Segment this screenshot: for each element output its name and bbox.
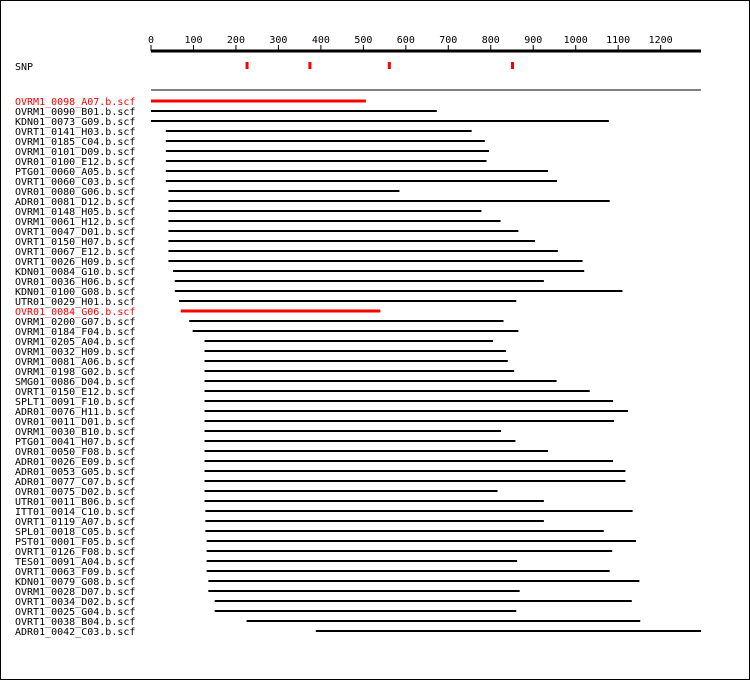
- read-label[interactable]: OVR01_0011_D01.b.scf: [15, 417, 136, 428]
- read-label[interactable]: ADR01_0077_C07.b.scf: [15, 477, 136, 488]
- axis-tick-label: 1200: [648, 35, 673, 46]
- snp-marker: [388, 62, 391, 69]
- read-label[interactable]: OVRM1_0098_A07.b.scf: [15, 97, 136, 108]
- read-label[interactable]: OVRM1_0205_A04.b.scf: [15, 337, 136, 348]
- read-label[interactable]: ADR01_0076_H11.b.scf: [15, 407, 136, 418]
- read-label[interactable]: OVRT1_0067_E12.b.scf: [15, 247, 136, 258]
- read-label[interactable]: OVR01_0084_G06.b.scf: [15, 307, 136, 318]
- read-label[interactable]: KDN01_0084_G10.b.scf: [15, 267, 136, 278]
- read-label[interactable]: OVRT1_0026_H09.b.scf: [15, 257, 136, 268]
- read-label[interactable]: SPL01_0018_C05.b.scf: [15, 527, 136, 538]
- snp-marker: [246, 62, 249, 69]
- axis-tick-label: 900: [524, 35, 543, 46]
- axis-tick-label: 1100: [606, 35, 631, 46]
- read-label[interactable]: OVRT1_0150_E12.b.scf: [15, 387, 136, 398]
- axis-tick-label: 500: [354, 35, 373, 46]
- read-label[interactable]: OVRM1_0184_F04.b.scf: [15, 327, 136, 338]
- read-label[interactable]: OVRT1_0034_D02.b.scf: [15, 597, 136, 608]
- read-label[interactable]: OVRM1_0032_H09.b.scf: [15, 347, 136, 358]
- read-alignment-diagram: [1, 1, 749, 679]
- read-label[interactable]: OVR01_0100_E12.b.scf: [15, 157, 136, 168]
- read-label[interactable]: SPLT1_0091_F10.b.scf: [15, 397, 136, 408]
- read-label[interactable]: OVRT1_0126_F08.b.scf: [15, 547, 136, 558]
- read-label[interactable]: ADR01_0053_G05.b.scf: [15, 467, 136, 478]
- read-label[interactable]: SMG01_0086_D04.b.scf: [15, 377, 136, 388]
- read-label[interactable]: PTG01_0060_A05.b.scf: [15, 167, 136, 178]
- read-label[interactable]: OVRT1_0063_F09.b.scf: [15, 567, 136, 578]
- read-label[interactable]: OVRM1_0061_H12.b.scf: [15, 217, 136, 228]
- read-label[interactable]: OVRM1_0200_G07.b.scf: [15, 317, 136, 328]
- read-label[interactable]: OVRM1_0101_D09.b.scf: [15, 147, 136, 158]
- read-label[interactable]: UTR01_0029_H01.b.scf: [15, 297, 136, 308]
- position-axis: [148, 35, 701, 51]
- axis-tick-label: 100: [184, 35, 203, 46]
- read-label[interactable]: OVRT1_0038_B04.b.scf: [15, 617, 136, 628]
- read-label[interactable]: KDN01_0073_G09.b.scf: [15, 117, 136, 128]
- read-label[interactable]: PST01_0001_F05.b.scf: [15, 537, 136, 548]
- snp-marker: [308, 62, 311, 69]
- read-label[interactable]: OVR01_0075_D02.b.scf: [15, 487, 136, 498]
- axis-tick-label: 1000: [563, 35, 588, 46]
- axis-tick-label: 200: [226, 35, 245, 46]
- axis-tick-label: 300: [269, 35, 288, 46]
- read-label[interactable]: KDN01_0079_G08.b.scf: [15, 577, 136, 588]
- read-label[interactable]: OVR01_0050_F08.b.scf: [15, 447, 136, 458]
- read-label[interactable]: OVRT1_0025_G04.b.scf: [15, 607, 136, 618]
- read-label[interactable]: OVRM1_0198_G02.b.scf: [15, 367, 136, 378]
- read-label[interactable]: OVRM1_0028_D07.b.scf: [15, 587, 136, 598]
- read-label[interactable]: UTR01_0011_B06.b.scf: [15, 497, 136, 508]
- read-label[interactable]: OVRM1_0081_A06.b.scf: [15, 357, 136, 368]
- read-label[interactable]: OVRM1_0148_H05.b.scf: [15, 207, 136, 218]
- read-label[interactable]: OVRT1_0119_A07.b.scf: [15, 517, 136, 528]
- axis-tick-label: 0: [147, 35, 155, 46]
- read-label[interactable]: ADR01_0026_E09.b.scf: [15, 457, 136, 468]
- axis-tick-label: 600: [396, 35, 415, 46]
- read-label[interactable]: ADR01_0081_D12.b.scf: [15, 197, 136, 208]
- read-label[interactable]: OVRM1_0090_B01.b.scf: [15, 107, 136, 118]
- read-label[interactable]: PTG01_0041_H07.b.scf: [15, 437, 136, 448]
- reads-track: [15, 97, 701, 638]
- snp-marker: [511, 62, 514, 69]
- read-label[interactable]: ADR01_0042_C03.b.scf: [15, 627, 136, 638]
- axis-tick-label: 700: [439, 35, 458, 46]
- snp-track-label: SNP: [15, 62, 34, 73]
- read-label[interactable]: OVRM1_0185_C04.b.scf: [15, 137, 136, 148]
- axis-tick-label: 800: [481, 35, 500, 46]
- read-label[interactable]: OVRT1_0060_C03.b.scf: [15, 177, 136, 188]
- read-label[interactable]: OVRM1_0030_B10.b.scf: [15, 427, 136, 438]
- read-label[interactable]: OVRT1_0150_H07.b.scf: [15, 237, 136, 248]
- read-label[interactable]: OVRT1_0047_D01.b.scf: [15, 227, 136, 238]
- snp-track: [15, 62, 701, 90]
- read-label[interactable]: ITT01_0014_C10.b.scf: [15, 507, 136, 518]
- read-label[interactable]: OVR01_0036_H06.b.scf: [15, 277, 136, 288]
- read-label[interactable]: OVR01_0080_G06.b.scf: [15, 187, 136, 198]
- axis-tick-label: 400: [311, 35, 330, 46]
- read-label[interactable]: KDN01_0100_G08.b.scf: [15, 287, 136, 298]
- read-label[interactable]: TES01_0091_A04.b.scf: [15, 557, 136, 568]
- read-label[interactable]: OVRT1_0141_H03.b.scf: [15, 127, 136, 138]
